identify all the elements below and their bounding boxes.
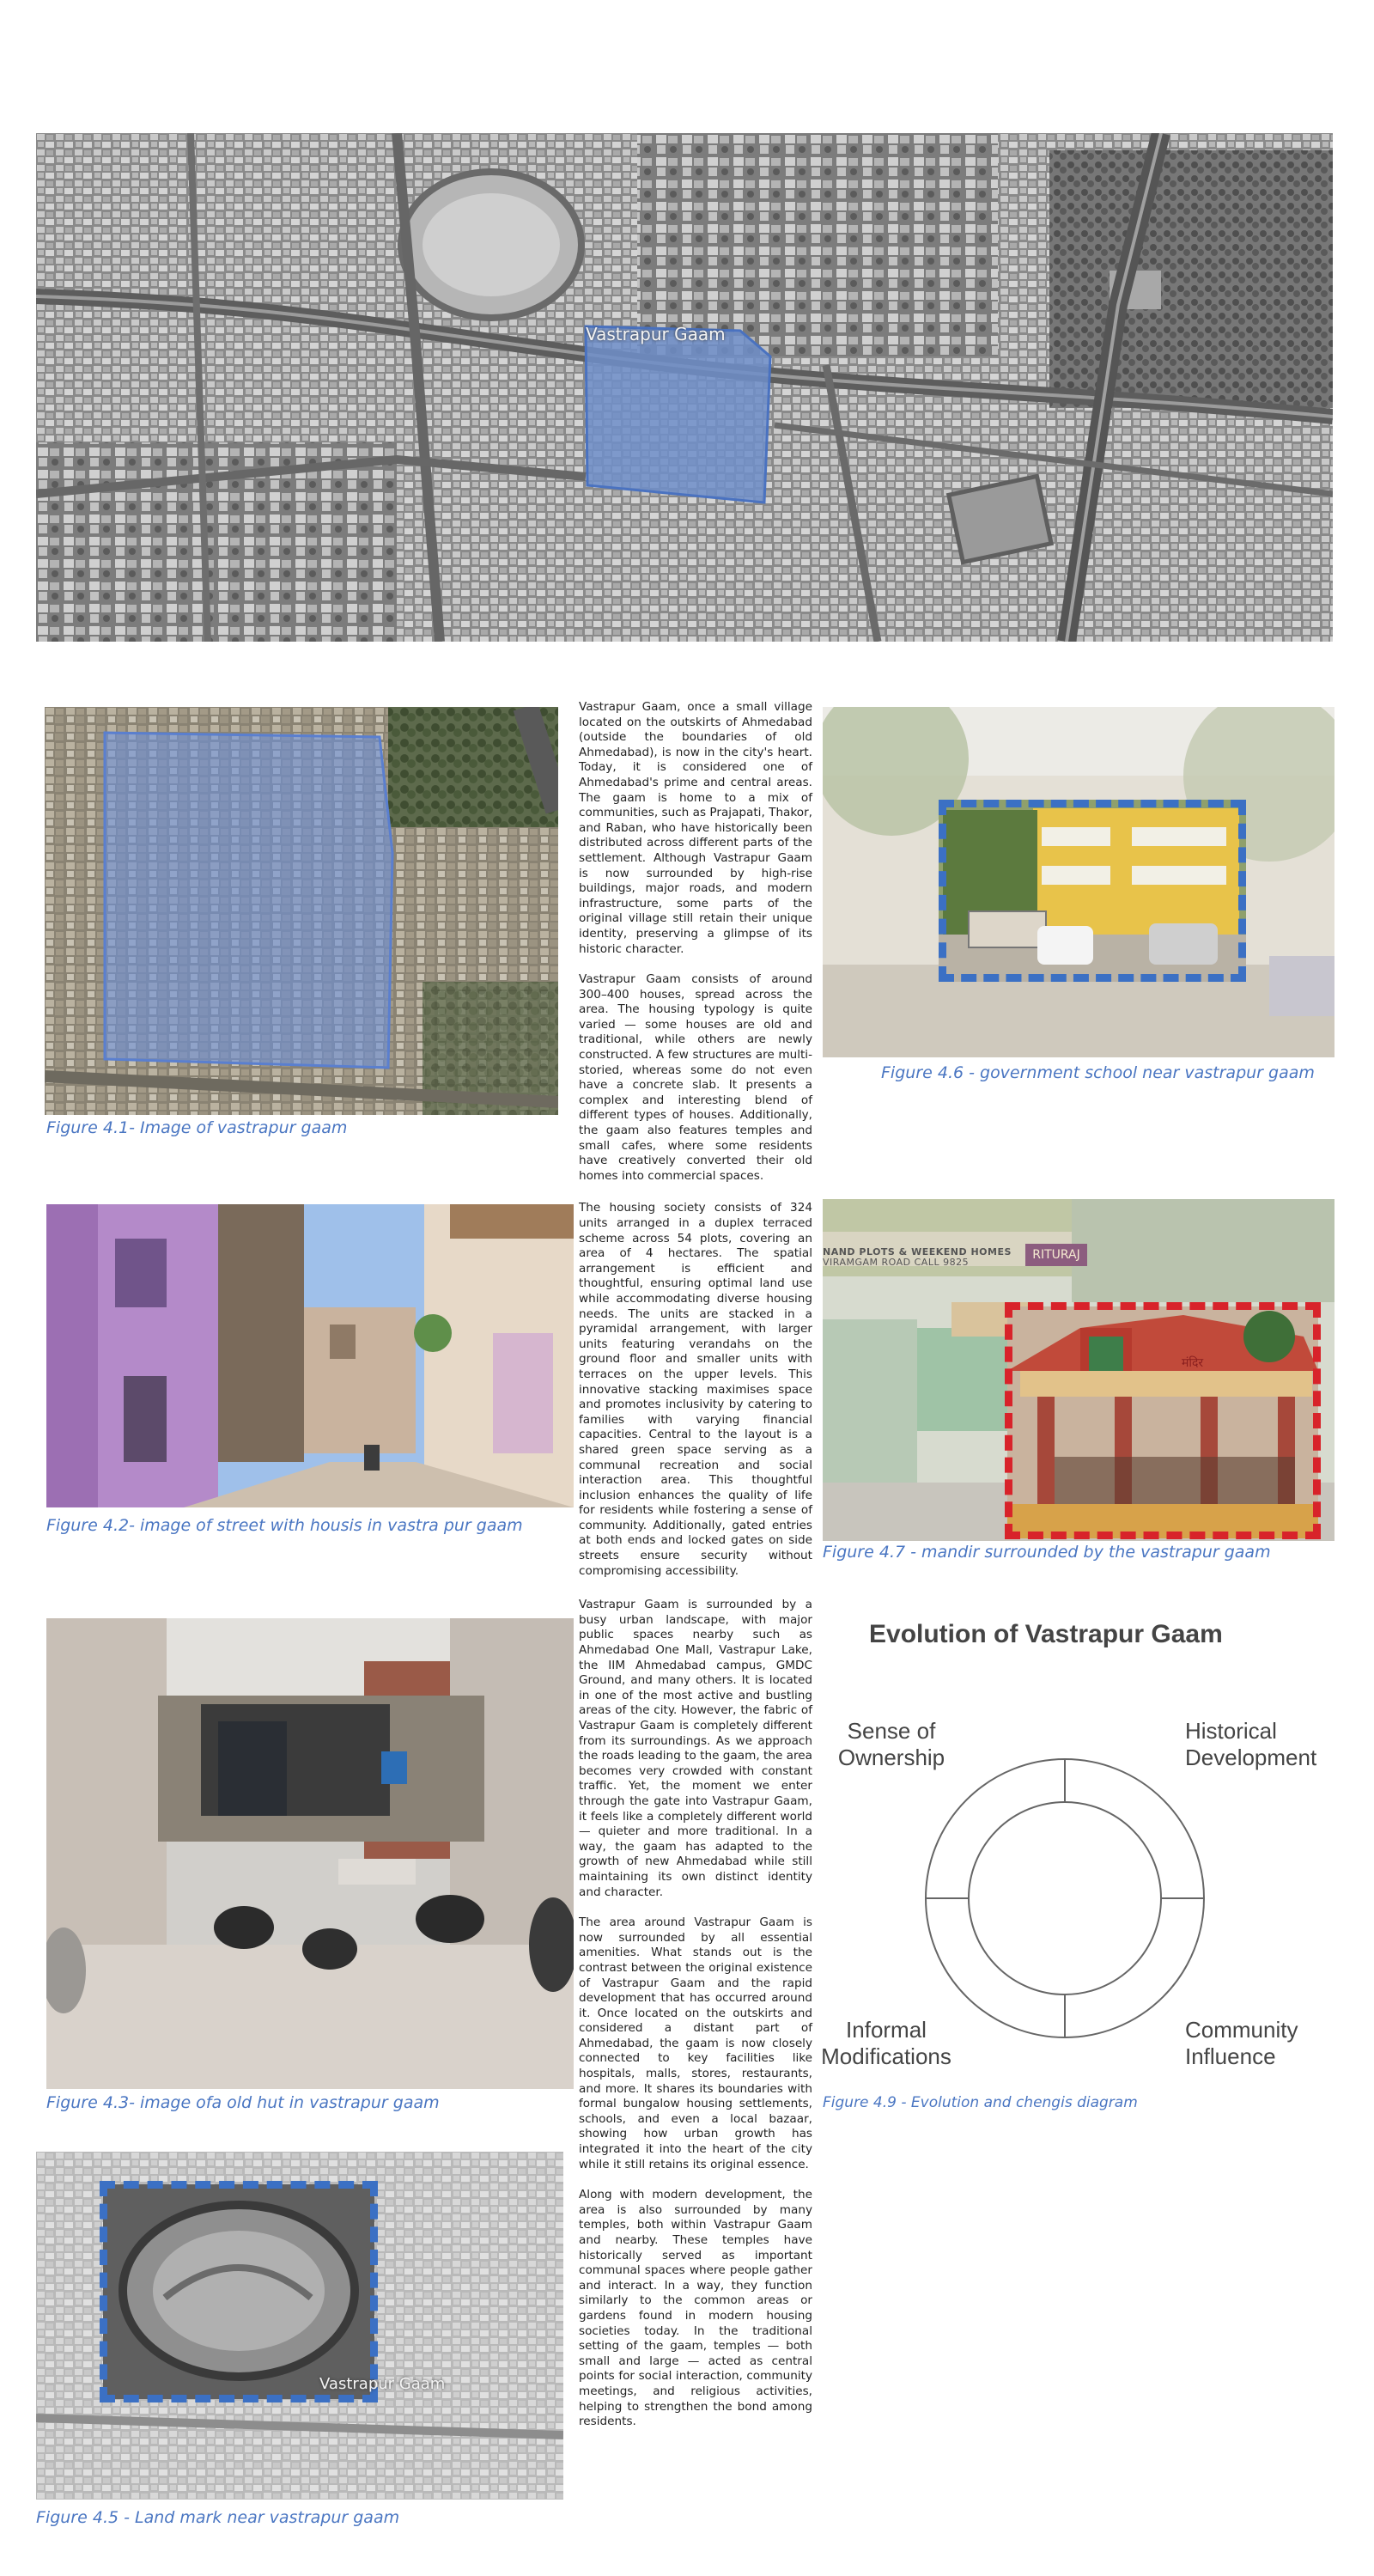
figure-4-9-caption: Figure 4.9 - Evolution and chengis diagram xyxy=(823,2094,1138,2111)
hoarding-line-2: VIRAMGAM ROAD CALL 9825 xyxy=(823,1257,970,1268)
text-column xyxy=(579,700,812,2445)
paragraph-5: The area around Vastrapur Gaam is now surrounded by all essential amenities. What stands out is the contrast between the original existence of Vastrapur Gaam and the rapid development that has occurred around it. Once located on the outskirts and considered a distant part of Ahmedabad, the gaam is now closely connected to key facilities like hospitals, malls, stores, restaurants, and more. It shares its boundaries with formal bungalow housing settlements, schools, and even a local bazaar, showing how urban growth has integrated it into the heart of the city while it still retains its original essence. xyxy=(579,1915,812,2171)
figure-4-1-caption: Figure 4.1- Image of vastrapur gaam xyxy=(46,1118,348,1137)
figure-4-5-image xyxy=(36,2152,563,2500)
hoarding-line-1: NAND PLOTS & WEEKEND HOMES xyxy=(823,1246,1012,1258)
svg-text:मंदिर: मंदिर xyxy=(1182,1356,1204,1370)
figure-4-2-caption: Figure 4.2- image of street with housis in vastra pur gaam xyxy=(46,1516,523,1535)
label-text: Historical Development xyxy=(1185,1718,1317,1770)
hero-map-label: Vastrapur Gaam xyxy=(586,324,726,344)
paragraph-6: Along with modern development, the area is also surrounded by many temples, both within Vastrapur Gaam and nearby. These temples have historically served as important communal spaces where people gather and interact. In a way, they function similarly to the common areas or gardens found in modern housing societies today. In the traditional setting of the gaam, temples — both small and large — acted as central points for social interaction, community meetings, and religious activities, helping to strengthen the bond among residents. xyxy=(579,2188,812,2429)
figure-4-6-caption: Figure 4.6 - government school near vastrapur gaam xyxy=(881,1063,1315,1082)
diagram-label-informal-modifications xyxy=(813,2017,959,2070)
paragraph-3: The housing society consists of 324 units arranged in a duplex terraced scheme across 54 plots, covering an area of 4 hectares. The spatial arrangement is efficient and thoughtful, ensuring optimal land use while accommodating diverse housing needs. The units are stacked in a pyramidal arrangement, with larger units featuring verandahs on the ground floor and smaller units with terraces on the upper levels. This innovative stacking maximises space and promotes inclusivity by catering to families with varying financial capacities. Central to the layout is a shared green space serving as a communal recreation and social interaction area. This thoughtful inclusion enhances the quality of life for residents while fostering a sense of community. Additionally, gated entries at both ends and locked gates on side streets ensure security without compromising accessibility. xyxy=(579,1201,812,1578)
figure-4-7-highlight-frame xyxy=(1005,1302,1321,1539)
label-text: Sense of Ownership xyxy=(837,1718,945,1770)
rituraj-sign: RITURAJ xyxy=(1025,1244,1087,1266)
diagram-label-community-influence xyxy=(1185,2017,1331,2070)
figure-4-5-highlight-frame xyxy=(100,2181,378,2402)
figure-4-3-graphic xyxy=(46,1618,574,2089)
label-text: Informal Modifications xyxy=(821,2017,951,2069)
figure-4-3-image xyxy=(46,1618,574,2089)
figure-4-5-caption: Figure 4.5 - Land mark near vastrapur gaam xyxy=(36,2508,400,2527)
diagram-label-historical-development xyxy=(1185,1718,1331,1771)
figure-4-2-image xyxy=(46,1204,574,1507)
diagram-title: Evolution of Vastrapur Gaam xyxy=(869,1620,1223,1648)
hero-aerial-map xyxy=(36,133,1333,642)
figure-4-1-image xyxy=(45,707,558,1115)
figure-4-2-graphic xyxy=(46,1204,574,1507)
paragraph-1: Vastrapur Gaam, once a small village located on the outskirts of Ahmedabad (outside the boundaries of old Ahmedabad), is now in the city's heart. Today, it is considered one of Ahmedabad's prime and central areas. The gaam is home to a mix of communities, such as Prajapati, Thakor, and Raban, who have historically been distributed across different parts of the settlement. Although Vastrapur Gaam is now surrounded by high-rise buildings, major roads, and modern infrastructure, some parts of the original village still retain their unique identity, preserving a glimpse of its historic character. xyxy=(579,700,812,956)
figure-4-7-image xyxy=(823,1199,1334,1541)
diagram-label-sense-of-ownership xyxy=(831,1718,951,1771)
figure-4-1-graphic xyxy=(45,707,558,1115)
figure-4-7-caption: Figure 4.7 - mandir surrounded by the vastrapur gaam xyxy=(823,1543,1271,1562)
aerial-map-graphic xyxy=(36,133,1333,642)
figure-4-3-caption: Figure 4.3- image ofa old hut in vastrapur gaam xyxy=(46,2093,440,2112)
paragraph-4: Vastrapur Gaam is surrounded by a busy urban landscape, with major public spaces nearby such as Ahmedabad One Mall, Vastrapur Lake, the IIM Ahmedabad campus, GMDC Ground, and many others. It is located in one of the most active and bustling areas of the city. However, the fabric of Vastrapur Gaam is completely different from its surroundings. As we approach the roads leading to the gaam, the area becomes very crowded with constant traffic. Yet, the moment we enter through the gate into Vastrapur Gaam, it feels like a completely different world — quieter and more traditional. In a way, the gaam has adapted to the growth of new Ahmedabad while still maintaining its own distinct identity and character. xyxy=(579,1598,812,1899)
inner-ring xyxy=(969,1802,1161,1994)
figure-4-6-image xyxy=(823,707,1334,1057)
figure-4-5-map-label: Vastrapur Gaam xyxy=(319,2375,446,2393)
label-text: Community Influence xyxy=(1185,2017,1298,2069)
paragraph-2: Vastrapur Gaam consists of around 300–400 houses, spread across the area. The housing typology is quite varied — some houses are old and traditional, while others are newly constructed. A few structures are multi-storied, whereas some do not even have a concrete slab. It presents a complex and interesting blend of different types of houses. Additionally, the gaam also features temples and small cafes, where some residents have creatively converted their old homes into commercial spaces. xyxy=(579,972,812,1183)
figure-4-6-highlight-frame xyxy=(939,800,1246,982)
evolution-diagram xyxy=(919,1752,1211,2044)
